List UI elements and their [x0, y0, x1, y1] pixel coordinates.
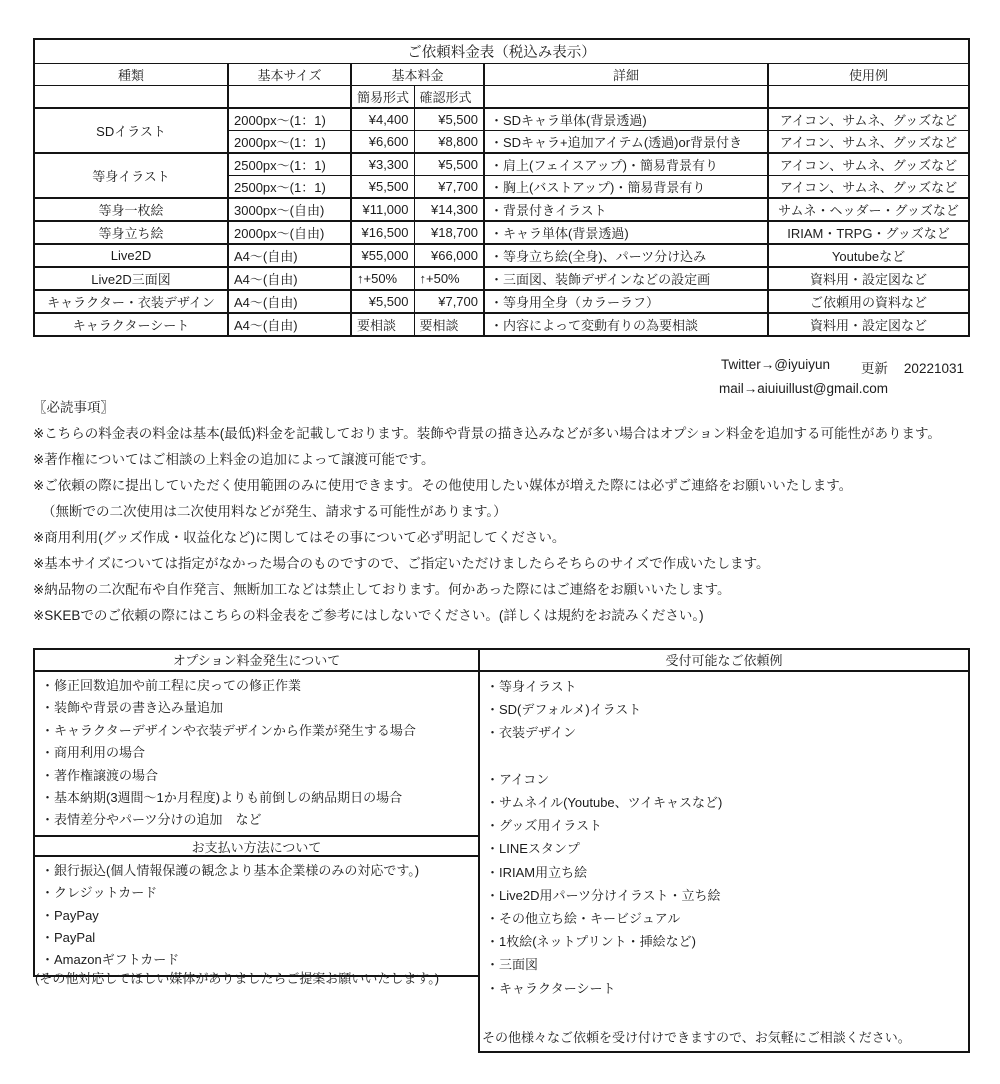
notes-lines [33, 421, 978, 629]
note-line: ※商用利用(グッズ作成・収益化など)に関してはその事について必ず明記してください。 [33, 530, 566, 545]
mail-address: mail→aiuiuillust@gmail.com [718, 381, 888, 396]
price-cell-detail: ・内容によって変動有りの為要相談 [484, 313, 768, 336]
request-item: ・IRIAM用立ち絵 [486, 864, 588, 880]
price-table-header-row [34, 64, 969, 86]
price-cell-detail: ・背景付きイラスト [484, 198, 768, 221]
column-header-base-size: 基本サイズ [228, 64, 351, 86]
payment-item: ・Amazonギフトカード [41, 952, 180, 968]
request-item: ・グッズ用イラスト [486, 818, 602, 834]
price-cell-detail: ・三面図、装飾デザインなどの設定画 [484, 267, 768, 290]
price-cell-usage: サムネ・ヘッダー・グッズなど [768, 198, 969, 221]
column-header-confirm-format: 確認形式 [414, 86, 484, 109]
price-table-title-row [34, 39, 969, 64]
price-cell-usage: Youtubeなど [768, 244, 969, 267]
request-item: ・サムネイル(Youtube、ツイキャスなど) [486, 795, 723, 811]
price-row [34, 221, 969, 244]
price-cell-type: 等身立ち絵 [34, 221, 228, 244]
price-cell-simple: ↑+50% [351, 267, 414, 290]
price-cell-usage: アイコン、サムネ、グッズなど [768, 131, 969, 154]
note-line: ※基本サイズについては指定がなかった場合のものですので、ご指定いただけましたらそちらのサイズで作成いたします。 [33, 556, 770, 571]
request-item: ・1枚絵(ネットプリント・挿絵など) [486, 934, 696, 950]
note-line: ※SKEBでのご依頼の際にはこちらの料金表をご参考にはしないでください。(詳しくは規約をお読みください。) [33, 608, 704, 623]
payment-item: ・PayPal [41, 930, 96, 946]
note-line: ※こちらの料金表の料金は基本(最低)料金を記載しております。装飾や背景の描き込みなどが多い場合はオプション料金を追加する可能性があります。 [33, 426, 941, 441]
price-table [33, 38, 970, 337]
price-cell-type: 等身イラスト [34, 153, 228, 198]
notes-section [33, 395, 978, 629]
price-cell-usage: IRIAM・TRPG・グッズなど [768, 221, 969, 244]
request-item: ・アイコン [486, 771, 550, 787]
note-line: ※著作権についてはご相談の上料金の追加によって譲渡可能です。 [33, 452, 435, 467]
fees-item: ・基本納期(3週間～1か月程度)よりも前倒しの納品期日の場合 [41, 790, 403, 806]
price-cell-usage: アイコン、サムネ、グッズなど [768, 153, 969, 176]
price-cell-size: A4～(自由) [228, 267, 351, 290]
price-cell-usage: アイコン、サムネ、グッズなど [768, 108, 969, 131]
request-item: ・その他立ち絵・キービジュアル [486, 911, 681, 927]
price-cell-size: A4～(自由) [228, 290, 351, 313]
price-cell-detail: ・SDキャラ単体(背景透過) [484, 108, 768, 131]
requests-table [478, 648, 970, 1053]
price-cell-detail: ・SDキャラ+追加アイテム(透過)or背景付き [484, 131, 768, 154]
option-fees-table [33, 648, 480, 977]
price-cell-type: Live2D三面図 [34, 267, 228, 290]
option-fees-header: オプション料金発生について [35, 650, 478, 672]
requests-items [480, 672, 968, 1026]
price-cell-simple: 要相談 [351, 313, 414, 336]
price-cell-confirm: 要相談 [414, 313, 484, 336]
fees-item: ・修正回数追加や前工程に戻っての修正作業 [41, 678, 302, 693]
price-cell-confirm: ¥8,800 [414, 131, 484, 154]
price-cell-detail: ・肩上(フェイスアップ)・簡易背景有り [484, 153, 768, 176]
column-header-usage: 使用例 [768, 64, 969, 86]
twitter-handle: Twitter→@iyuiyun [721, 357, 830, 372]
payment-methods-items [35, 857, 478, 975]
price-cell-simple: ¥5,500 [351, 290, 414, 313]
price-table-title: ご依頼料金表（税込み表示） [34, 39, 969, 64]
payment-methods-header: お支払い方法について [35, 835, 478, 857]
price-row [34, 153, 969, 176]
price-row [34, 244, 969, 267]
option-fees-items [35, 672, 478, 835]
price-cell-simple: ¥3,300 [351, 153, 414, 176]
price-cell-type: Live2D [34, 244, 228, 267]
price-cell-size: A4～(自由) [228, 313, 351, 336]
column-header-detail: 詳細 [484, 64, 768, 86]
price-cell-detail: ・胸上(バストアップ)・簡易背景有り [484, 176, 768, 199]
price-cell-confirm: ¥7,700 [414, 290, 484, 313]
request-item: ・Live2D用パーツ分けイラスト・立ち絵 [486, 887, 721, 903]
price-cell-simple: ¥4,400 [351, 108, 414, 131]
subheader-empty-type [34, 86, 228, 109]
price-cell-size: 3000px～(自由) [228, 198, 351, 221]
updated-value: 20221031 [903, 361, 964, 376]
requests-footer: その他様々なご依頼を受け付けできますので、お気軽にご相談ください。 [482, 1030, 911, 1046]
note-line: （無断での二次使用は二次使用料などが発生、請求する可能性があります。） [42, 504, 507, 519]
price-cell-detail: ・等身用全身（カラーラフ） [484, 290, 768, 313]
price-cell-simple: ¥55,000 [351, 244, 414, 267]
price-cell-size: A4～(自由) [228, 244, 351, 267]
request-item [486, 1000, 962, 1023]
note-line: ※納品物の二次配布や自作発言、無断加工などは禁止しております。何かあった際にはご連絡をお願いいたします。 [33, 582, 731, 597]
price-cell-size: 2500px～(1：1) [228, 153, 351, 176]
price-cell-confirm: ¥7,700 [414, 176, 484, 199]
request-item [486, 745, 962, 768]
column-header-simple-format: 簡易形式 [351, 86, 414, 109]
fees-item: ・表情差分やパーツ分けの追加 など [41, 812, 262, 828]
updated-date [861, 357, 964, 377]
requests-header: 受付可能なご依頼例 [480, 650, 968, 672]
column-header-type: 種類 [34, 64, 228, 86]
fees-item: ・商用利用の場合 [41, 745, 146, 761]
price-cell-size: 2500px～(1：1) [228, 176, 351, 199]
fees-item: ・装飾や背景の書き込み量追加 [41, 700, 224, 716]
price-cell-confirm: ¥5,500 [414, 153, 484, 176]
note-line: ※ご依頼の際に提出していただく使用範囲のみに使用できます。その他使用したい媒体が増えた際には必ずご連絡をお願いいたします。 [33, 478, 853, 493]
payment-item: ・クレジットカード [41, 885, 158, 901]
request-item: ・衣装デザイン [486, 725, 577, 741]
price-row [34, 267, 969, 290]
price-cell-usage: 資料用・設定図など [768, 313, 969, 336]
price-cell-size: 2000px～(自由) [228, 221, 351, 244]
fees-item: ・著作権譲渡の場合 [41, 767, 159, 783]
subheader-empty-detail [484, 86, 768, 109]
price-row [34, 108, 969, 131]
price-cell-confirm: ¥18,700 [414, 221, 484, 244]
request-item: ・キャラクターシート [486, 980, 616, 996]
request-item: ・三面図 [486, 957, 539, 973]
price-cell-simple: ¥5,500 [351, 176, 414, 199]
price-row [34, 198, 969, 221]
fees-item: ・キャラクターデザインや衣装デザインから作業が発生する場合 [41, 722, 416, 738]
price-cell-usage: ご依頼用の資料など [768, 290, 969, 313]
price-cell-type: キャラクターシート [34, 313, 228, 336]
price-cell-detail: ・キャラ単体(背景透過) [484, 221, 768, 244]
price-row [34, 290, 969, 313]
price-cell-confirm: ¥5,500 [414, 108, 484, 131]
price-row [34, 313, 969, 336]
subheader-empty-usage [768, 86, 969, 109]
column-header-base-price: 基本料金 [351, 64, 484, 86]
payment-item: ・銀行振込(個人情報保護の観念より基本企業様のみの対応です。) [41, 862, 420, 878]
price-cell-simple: ¥6,600 [351, 131, 414, 154]
price-cell-confirm: ¥66,000 [414, 244, 484, 267]
subheader-empty-size [228, 86, 351, 109]
request-item: ・LINEスタンプ [486, 841, 580, 857]
price-cell-size: 2000px～(1：1) [228, 131, 351, 154]
price-cell-simple: ¥16,500 [351, 221, 414, 244]
price-table-subheader-row [34, 86, 969, 109]
updated-label: 更新 [860, 361, 888, 376]
request-item: ・等身イラスト [486, 679, 577, 694]
price-cell-size: 2000px～(1：1) [228, 108, 351, 131]
price-cell-type: SDイラスト [34, 108, 228, 153]
price-cell-usage: アイコン、サムネ、グッズなど [768, 176, 969, 199]
price-cell-detail: ・等身立ち絵(全身)、パーツ分け込み [484, 244, 768, 267]
price-cell-type: キャラクター・衣装デザイン [34, 290, 228, 313]
other-media-note: (その他対応してほしい媒体がありましたらご提案お願いいたします。) [35, 971, 440, 986]
price-cell-type: 等身一枚絵 [34, 198, 228, 221]
payment-item: ・PayPay [41, 907, 99, 923]
request-item: ・SD(デフォルメ)イラスト [486, 702, 642, 718]
price-cell-confirm: ¥14,300 [414, 198, 484, 221]
price-cell-confirm: ↑+50% [414, 267, 484, 290]
price-cell-usage: 資料用・設定図など [768, 267, 969, 290]
price-cell-simple: ¥11,000 [351, 198, 414, 221]
notes-heading: 〖必読事項〗 [33, 400, 114, 415]
